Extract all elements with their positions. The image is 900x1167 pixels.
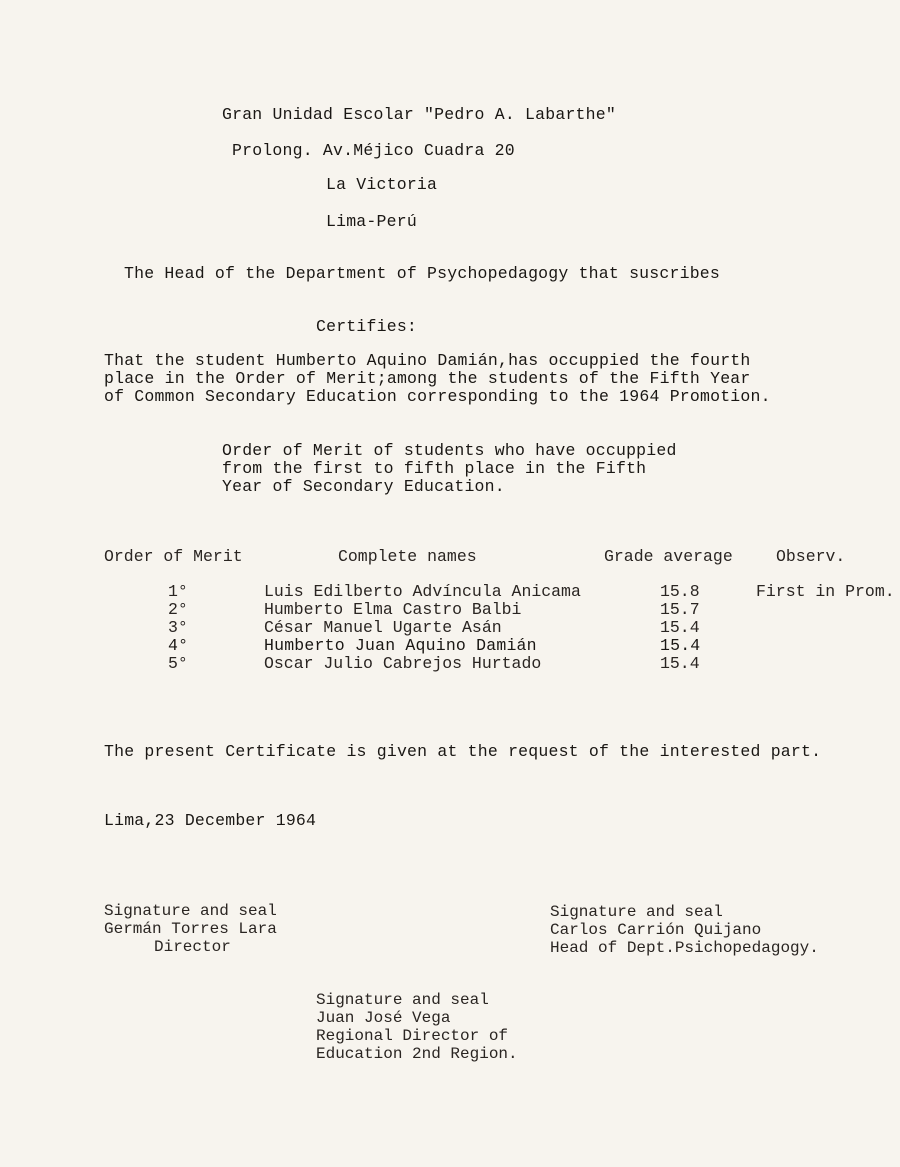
row-grade: 15.4 bbox=[660, 636, 701, 655]
school-district: La Victoria bbox=[326, 175, 438, 194]
row-grade: 15.4 bbox=[660, 618, 700, 637]
statement-line-2: place in the Order of Merit;among the students of the Fifth Year bbox=[104, 369, 751, 388]
closing-line: The present Certificate is given at the request of the interested part. bbox=[104, 742, 822, 761]
row-name: Humberto Juan Aquino Damián bbox=[264, 636, 537, 655]
statement-line-1: That the student Humberto Aquino Damián,has occuppied the fourth bbox=[104, 351, 751, 370]
row-rank: 4° bbox=[168, 636, 189, 655]
school-name: Gran Unidad Escolar "Pedro A. Labarthe" bbox=[222, 105, 616, 124]
row-observ: First in Prom. bbox=[756, 582, 895, 601]
certifies-heading: Certifies: bbox=[316, 317, 418, 336]
school-city: Lima-Perú bbox=[326, 212, 417, 231]
row-grade: 15.7 bbox=[660, 600, 700, 619]
intro-line: The Head of the Department of Psychopedagogy that suscribes bbox=[124, 264, 720, 283]
left-signature-title: Director bbox=[154, 938, 231, 956]
bottom-signature-label: Signature and seal bbox=[316, 991, 489, 1009]
row-grade: 15.4 bbox=[660, 654, 700, 673]
bottom-signature-title-1: Regional Director of bbox=[316, 1027, 509, 1045]
row-name: Oscar Julio Cabrejos Hurtado bbox=[264, 654, 542, 673]
statement-line-3: of Common Secondary Education corresponding to the 1964 Promotion. bbox=[104, 387, 771, 406]
header-order-of-merit: Order of Merit bbox=[104, 547, 243, 566]
right-signature-label: Signature and seal bbox=[550, 903, 723, 921]
bottom-signature-name: Juan José Vega bbox=[316, 1009, 451, 1027]
order-intro-line-1: Order of Merit of students who have occuppied bbox=[222, 441, 677, 460]
header-observ: Observ. bbox=[776, 547, 846, 566]
order-intro-line-3: Year of Secondary Education. bbox=[222, 477, 505, 496]
header-grade-average: Grade average bbox=[604, 547, 733, 566]
school-address: Prolong. Av.Méjico Cuadra 20 bbox=[232, 141, 515, 160]
row-name: Humberto Elma Castro Balbi bbox=[264, 600, 522, 619]
row-name: César Manuel Ugarte Asán bbox=[264, 618, 502, 637]
row-rank: 1° bbox=[168, 582, 188, 601]
row-rank: 3° bbox=[168, 618, 188, 637]
right-signature-title: Head of Dept.Psichopedagogy. bbox=[550, 939, 819, 957]
left-signature-name: Germán Torres Lara bbox=[104, 920, 277, 938]
row-rank: 5° bbox=[168, 654, 188, 673]
bottom-signature-title-2: Education 2nd Region. bbox=[316, 1045, 518, 1063]
order-intro-line-2: from the first to fifth place in the Fifth bbox=[222, 459, 647, 478]
row-rank: 2° bbox=[168, 600, 188, 619]
left-signature-label: Signature and seal bbox=[104, 902, 277, 920]
right-signature-name: Carlos Carrión Quijano bbox=[550, 921, 762, 939]
date-line: Lima,23 December 1964 bbox=[104, 811, 317, 830]
row-grade: 15.8 bbox=[660, 582, 700, 601]
row-name: Luis Edilberto Advíncula Anicama bbox=[264, 582, 581, 601]
header-complete-names: Complete names bbox=[338, 547, 477, 566]
